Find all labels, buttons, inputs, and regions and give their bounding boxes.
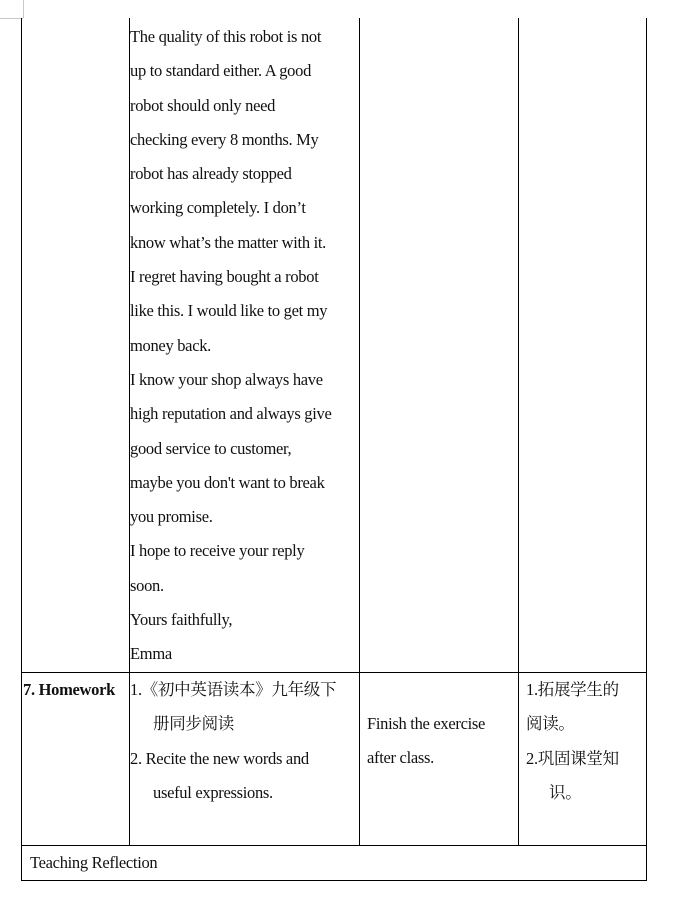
content-line: 1.《初中英语读本》九年级下	[130, 680, 337, 699]
letter-line: robot has already stopped	[130, 164, 292, 184]
activity-line: after class.	[367, 748, 434, 768]
letter-line: soon.	[130, 575, 164, 595]
reflection-label: Teaching Reflection	[30, 853, 158, 872]
letter-line: up to standard either. A good	[130, 61, 312, 81]
letter-line: Emma	[130, 644, 172, 664]
letter-line: I know your shop always have	[130, 369, 323, 389]
content-line: 2. Recite the new words and	[130, 748, 309, 768]
homework-activity-cell	[367, 707, 485, 776]
complaint-letter-cell	[130, 20, 331, 672]
homework-content-cell	[130, 673, 336, 810]
purpose-line: 1.拓展学生的	[526, 680, 619, 699]
letter-line: high reputation and always give	[130, 404, 332, 424]
letter-line: I hope to receive your reply	[130, 541, 305, 561]
letter-line: money back.	[130, 335, 212, 355]
content-line: 册同步阅读	[153, 714, 235, 734]
letter-line: working completely. I don’t	[130, 198, 306, 218]
letter-line: you promise.	[130, 507, 213, 527]
reflection-cell	[30, 846, 157, 880]
column-divider	[359, 18, 360, 845]
letter-line: maybe you don't want to break	[130, 472, 325, 492]
letter-line: robot should only need	[130, 95, 276, 115]
page-corner-mark	[0, 18, 23, 19]
stage-label: 7. Homework	[23, 680, 116, 699]
letter-line: good service to customer,	[130, 438, 292, 458]
table-border	[21, 18, 22, 881]
activity-line: Finish the exercise	[367, 714, 486, 733]
letter-line: I regret having bought a robot	[130, 267, 319, 287]
purpose-line: 识。	[549, 782, 582, 802]
table-border	[646, 18, 647, 881]
content-line: useful expressions.	[153, 782, 273, 802]
letter-line: The quality of this robot is not	[130, 27, 322, 46]
column-divider	[518, 18, 519, 845]
letter-line: checking every 8 months. My	[130, 129, 319, 149]
letter-line: know what’s the matter with it.	[130, 232, 326, 252]
purpose-line: 阅读。	[526, 714, 575, 734]
page-corner-mark	[23, 0, 24, 18]
purpose-line: 2.巩固课堂知	[526, 748, 619, 768]
letter-line: like this. I would like to get my	[130, 301, 328, 321]
homework-stage-cell	[23, 673, 115, 707]
homework-purpose-cell	[526, 673, 619, 810]
letter-line: Yours faithfully,	[130, 610, 233, 630]
